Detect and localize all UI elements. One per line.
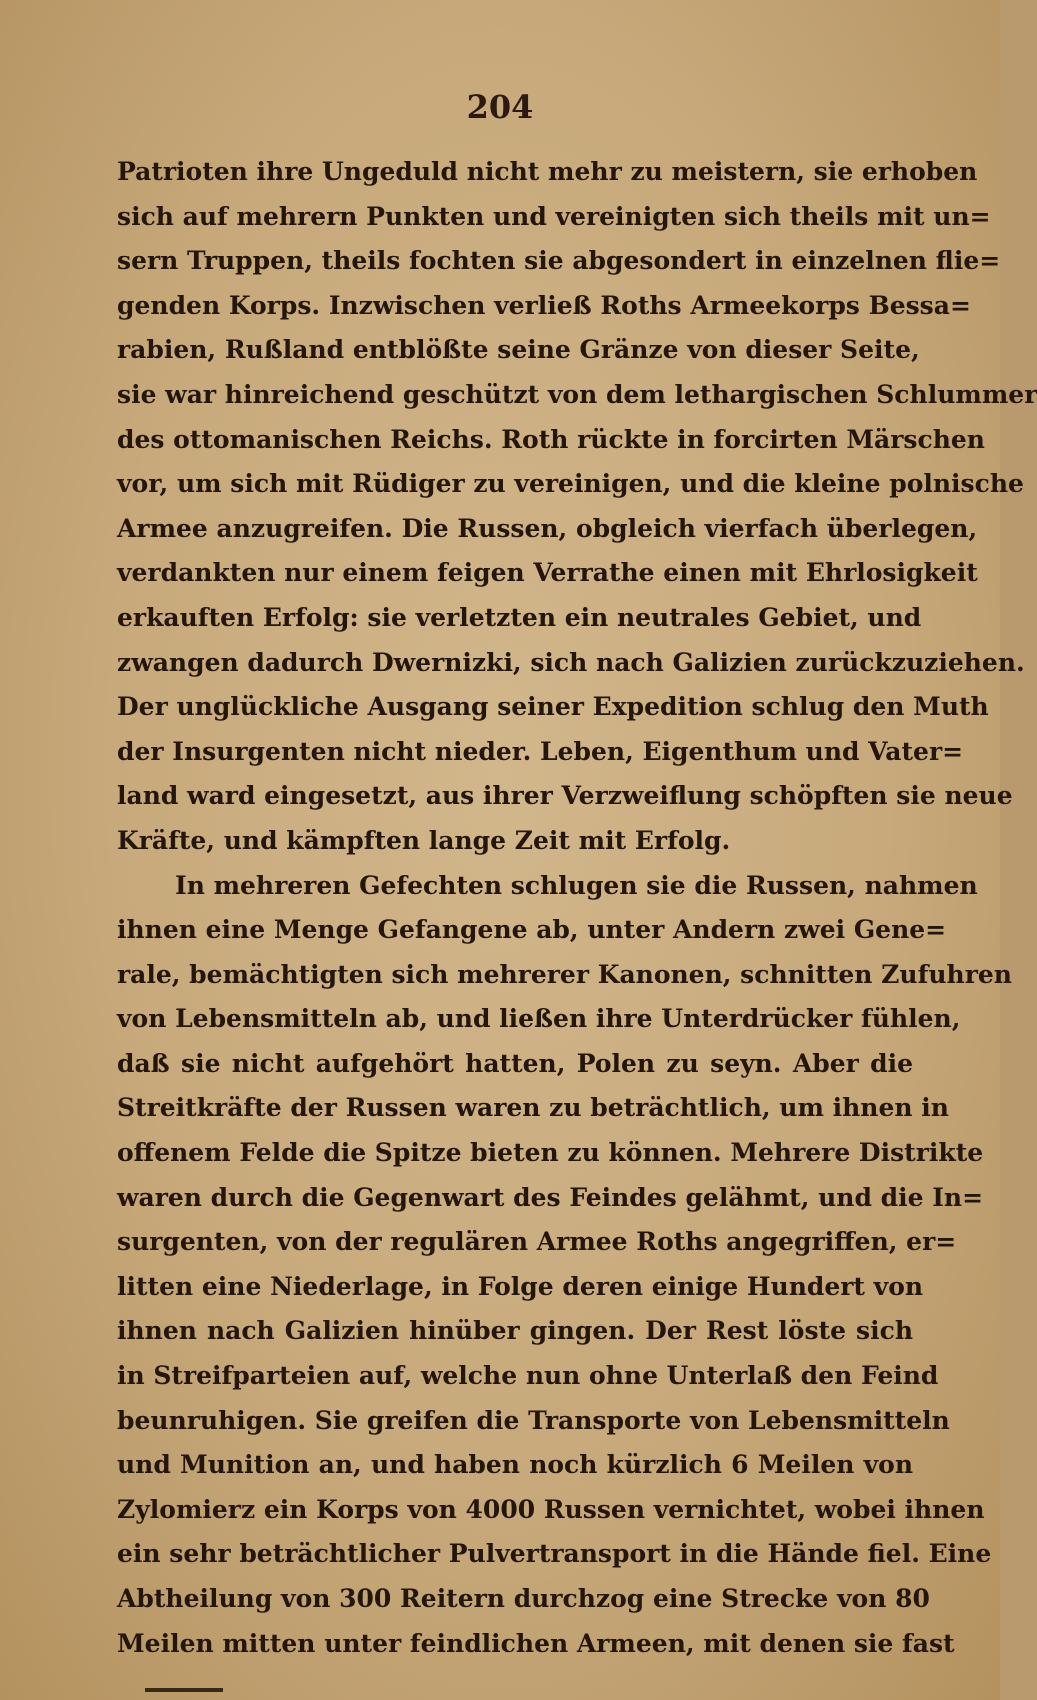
text-line: sich auf mehrern Punkten und vereinigten sich theils mit un= [117,201,991,231]
decorative-rule [145,1688,223,1692]
text-line: offenem Felde die Spitze bieten zu können. Mehrere Distrikte [117,1138,984,1168]
text-line: genden Korps. Inzwischen verließ Roths Armeekorps Bessa= [117,290,971,320]
text-line: surgenten, von der regulären Armee Roths angegriffen, er= [117,1227,957,1257]
text-line: In mehreren Gefechten schlugen sie die Russen, nahmen [175,870,978,900]
text-line: daß sie nicht aufgehört hatten, Polen zu seyn. Aber die [117,1048,913,1078]
text-line: Abtheilung von 300 Reitern durchzog eine Strecke von 80 [117,1584,930,1613]
paragraph [117,150,1037,864]
text-line: Meilen mitten unter feindlichen Armeen, mit denen sie fast [117,1628,955,1658]
text-line: sern Truppen, theils fochten sie abgesondert in einzelnen flie= [117,246,1001,276]
text-line: sie war hinreichend geschützt von dem lethargischen Schlummer [117,379,1037,409]
text-line: in Streifparteien auf, welche nun ohne Unterlaß den Feind [117,1361,939,1391]
text-line: ihnen eine Menge Gefangene ab, unter Andern zwei Gene= [117,915,947,945]
text-line: land ward eingesetzt, aus ihrer Verzweiflung schöpften sie neue [117,781,1013,811]
text-line: Streitkräfte der Russen waren zu beträchtlich, um ihnen in [117,1093,949,1123]
text-line: zwangen dadurch Dwernizki, sich nach Galizien zurückzuziehen. [117,647,1025,677]
text-line: Der unglückliche Ausgang seiner Expedition schlug den Muth [117,692,989,722]
text-line: erkauften Erfolg: sie verletzten ein neutrales Gebiet, und [117,602,922,632]
text-line: Kräfte, und kämpften lange Zeit mit Erfolg. [117,825,731,855]
body-text [117,150,1037,1666]
text-line: von Lebensmitteln ab, und ließen ihre Unterdrücker fühlen, [117,1004,961,1034]
text-line: des ottomanischen Reichs. Roth rückte in forcirten Märschen [117,424,985,454]
text-line: vor, um sich mit Rüdiger zu vereinigen, und die kleine polnische [117,469,1024,499]
text-line: rabien, Rußland entblößte seine Gränze von dieser Seite, [117,335,920,365]
text-line: Armee anzugreifen. Die Russen, obgleich vierfach überlegen, [117,513,978,543]
text-line: und Munition an, und haben noch kürzlich 6 Meilen von [117,1450,913,1480]
page-number: 204 [466,88,534,126]
text-line: litten eine Niederlage, in Folge deren einige Hundert von [117,1271,924,1301]
text-line: der Insurgenten nicht nieder. Leben, Eigenthum und Vater= [117,736,964,766]
text-line: Zylomierz ein Korps von 4000 Russen vernichtet, wobei ihnen [117,1494,985,1524]
text-line: ihnen nach Galizien hinüber gingen. Der Rest löste sich [117,1316,913,1346]
paragraph [117,864,1012,1667]
text-line: rale, bemächtigten sich mehrerer Kanonen, schnitten Zufuhren [117,959,1012,989]
text-line: Patrioten ihre Ungeduld nicht mehr zu meistern, sie erhoben [117,157,978,186]
text-line: verdankten nur einem feigen Verrathe einen mit Ehrlosigkeit [117,558,978,588]
text-line: ein sehr beträchtlicher Pulvertransport in die Hände fiel. Eine [117,1539,992,1569]
text-line: waren durch die Gegenwart des Feindes gelähmt, und die In= [117,1182,984,1212]
text-line: beunruhigen. Sie greifen die Transporte von Lebensmitteln [117,1405,950,1435]
